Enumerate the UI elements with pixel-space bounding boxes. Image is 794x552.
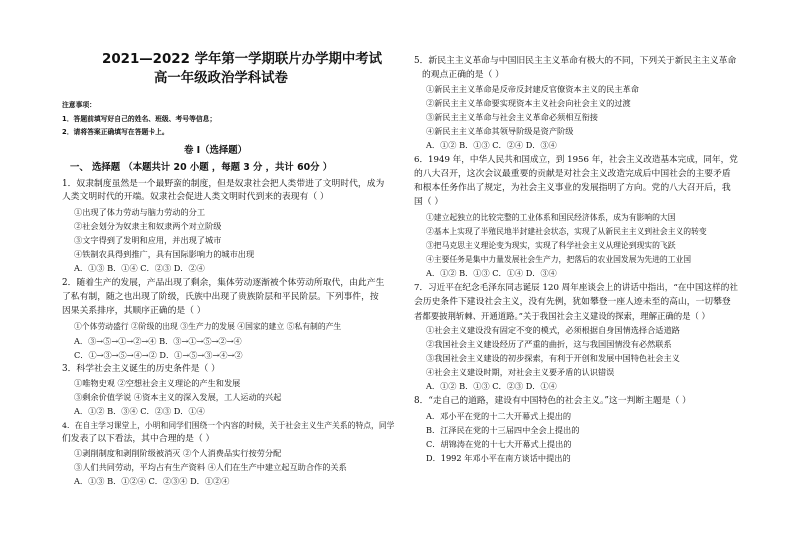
statement-line: ①个体劳动盛行 ②阶级的出现 ③生产力的发展 ④国家的建立 ⑤私有制的产生 xyxy=(74,322,342,331)
statement-line: ①唯物史观 ②空想社会主义理论的产生和发展 xyxy=(74,378,241,388)
statement-line: ③我国社会主义建设的初步探索，有利于开创和发展中国特色社会主义 xyxy=(426,353,680,363)
question-line: 3．科学社会主义诞生的历史条件是（ ） xyxy=(62,364,220,374)
answer-options: A．①③ B．①④ C．②③ D．②④ xyxy=(74,263,205,273)
question-line: 和根本任务作出了规定，为社会主义事业的发展指明了方向。党的八大召开后，我 xyxy=(414,183,731,193)
statement-line: ③把马克思主义理论变为现实，实现了科学社会主义从理论到现实的飞跃 xyxy=(426,241,676,250)
exam-subtitle: 高一年级政治学科试卷 xyxy=(154,71,288,86)
answer-option-d: D．1992 年邓小平在南方谈话中提出的 xyxy=(426,453,571,463)
question-line: 5．新民主主义革命与中国旧民主主义革命有极大的不同，下列关于新民主主义革命 xyxy=(414,56,737,66)
part-heading: 卷 I（选择题） xyxy=(184,145,248,156)
statement-line: ③剩余价值学说 ④资本主义的深入发展，工人运动的兴起 xyxy=(74,392,282,402)
statement-line: ③文字得到了发明和应用，并出现了城市 xyxy=(74,235,222,245)
statement-line: ①新民主主义革命是反帝反封建反官僚资本主义的民主革命 xyxy=(426,84,639,94)
exam-title: 2021—2022 学年第一学期联片办学期中考试 xyxy=(102,52,383,67)
question-line: 们发表了以下看法，其中合理的是（ ） xyxy=(62,434,215,444)
answer-options: A．①② B．①③ C．②④ D．③④ xyxy=(426,140,557,150)
answer-option-a: A．邓小平在党的十二大开幕式上提出的 xyxy=(426,411,572,421)
statement-line: ②社会划分为奴隶主和奴隶两个对立阶级 xyxy=(74,221,222,231)
question-line: 1．奴隶制度虽然是一个最野蛮的制度，但是奴隶社会把人类带进了文明时代，成为 xyxy=(62,179,385,189)
question-line: 2．随着生产的发展，产品出现了剩余，集体劳动逐渐被个体劳动所取代，由此产生 xyxy=(62,278,385,288)
statement-line: ②我国社会主义建设经历了严重的曲折，这与我国国情没有必然联系 xyxy=(426,339,672,349)
statement-line: ④新民主主义革命其领导阶级是资产阶级 xyxy=(426,126,574,136)
statement-line: ①出现了体力劳动与脑力劳动的分工 xyxy=(74,207,206,217)
section-heading: 一、 选择题 （本题共计 20 小题 ，每题 3 分 ，共计 60分 ） xyxy=(70,162,333,173)
statement-line: ③新民主主义革命与社会主义革命必须相互衔接 xyxy=(426,112,598,122)
question-line: 的八大召开，这次会议最重要的贡献是对社会主义改造完成后中国社会的主要矛盾 xyxy=(414,169,731,179)
statement-line: ④社会主义建设时期，对社会主义要矛盾的认识错误 xyxy=(426,367,615,377)
answer-options: A．③→⑤→①→②→④ B．③→①→⑤→②→④ xyxy=(74,336,242,346)
answer-options: A．①② B．①③ C．②③ D．①④ xyxy=(426,381,557,391)
statement-line: ①剥削制度和剥削阶级被消灭 ②个人消费品实行按劳分配 xyxy=(74,448,282,458)
note-item: 2．请将答案正确填写在答题卡上。 xyxy=(62,128,169,136)
statement-line: ①建立起独立的比较完整的工业体系和国民经济体系，成为有影响的大国 xyxy=(426,213,676,222)
answer-option-b: B．江泽民在党的十三届四中全会上提出的 xyxy=(426,425,580,435)
answer-options: A．①③ B．①②④ C．②③④ D．①②④ xyxy=(74,476,230,486)
answer-option-c: C．胡锦涛在党的十七大开幕式上提出的 xyxy=(426,439,572,449)
question-line: 的观点正确的是（ ） xyxy=(422,70,504,80)
statement-line: ①社会主义建设没有固定不变的模式，必须根据自身国情选择合适道路 xyxy=(426,325,680,335)
question-line: 7．习近平在纪念毛泽东同志诞辰 120 周年座谈会上的讲话中指出，“在中国这样的社 xyxy=(414,283,738,293)
notes-heading: 注意事项： xyxy=(62,101,96,109)
statement-line: ②新民主主义革命要实现资本主义社会向社会主义的过渡 xyxy=(426,98,631,108)
question-line: 6．1949 年，中华人民共和国成立，到 1956 年，社会主义改造基本完成，同年，党 xyxy=(414,155,738,165)
question-line: 会历史条件下建设社会主义，没有先例，犹如攀登一座人迹未至的高山，一切攀登 xyxy=(414,297,731,307)
question-line: 了私有制，随之也出现了阶级，氏族中出现了贵族阶层和平民阶层。下列事件，按 xyxy=(62,292,379,302)
statement-line: ④铁制农具得到推广，具有国际影响力的城市出现 xyxy=(74,249,255,259)
question-line: 8．“走自己的道路，建设有中国特色的社会主义。”这一判断主题是（ ） xyxy=(414,396,691,406)
answer-options: C．①→③→⑤→④→② D．①→⑤→③→④→② xyxy=(74,350,243,360)
statement-line: ②基本上实现了半殖民地半封建社会状态，实现了从新民主主义到社会主义的转变 xyxy=(426,227,707,236)
question-line: 因果关系排序，其顺序正确的是（ ） xyxy=(62,306,206,316)
question-line: 国（ ） xyxy=(414,197,444,207)
statement-line: ③人们共同劳动，平均占有生产资料 ④人们在生产中建立起互助合作的关系 xyxy=(74,462,347,472)
statement-line: ④主要任务是集中力量发展社会生产力，把落后的农业国发展为先进的工业国 xyxy=(426,255,692,264)
question-line: 人类文明时代的开端。奴隶社会促进人类文明时代到来的表现有（ ） xyxy=(62,192,329,202)
question-line: 4．在自主学习课堂上，小明和同学们围绕一个内容的时候，关于社会主义生产关系的特点，同学 xyxy=(62,421,395,430)
question-line: 者都要披荆斩棘、开通道路。”关于我国社会主义建设的探索，理解正确的是（ ） xyxy=(414,311,710,321)
answer-options: A．①② B．①③ C．①④ D．③④ xyxy=(426,268,557,278)
answer-options: A．①② B．③④ C．②③ D．①④ xyxy=(74,406,205,416)
note-item: 1．答题前填写好自己的姓名、班级、考号等信息； xyxy=(62,115,217,123)
